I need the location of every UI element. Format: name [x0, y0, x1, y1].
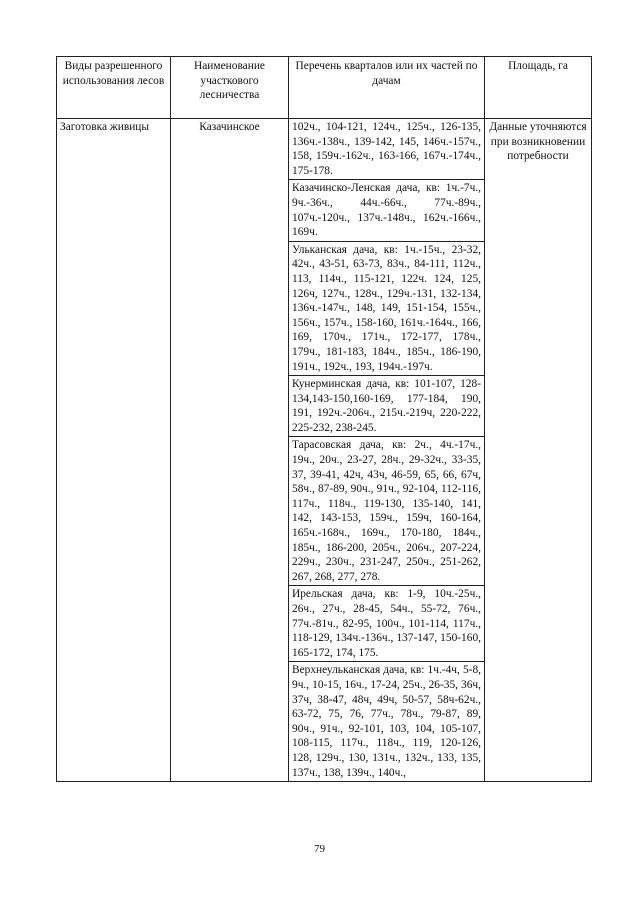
cell-quarters-5: Тарасовская дача, кв: 2ч., 4ч.-17ч., 19ч., 20ч., 23-27, 28ч., 29-32ч., 33-35, 37, 39-41, 42ч, 43ч, 46-59, 65, 66, 67ч, 58ч., 87-89, 90ч., 91ч., 92-104, 112-116, 117ч., 118ч., 119-130, 135-140, 141, 142, 143-153, 159ч., 159ч, 160-164, 165ч.-168ч., 169ч., 170-180, 184ч., 185ч., 186-200, 205ч., 206ч., 207-224, 229ч., 230ч., 231-247, 250ч., 251-262, 267, 268, 277, 278.	[289, 437, 485, 586]
page-number: 79	[314, 843, 325, 855]
cell-quarters-7: Верхнеульканская дача, кв: 1ч.-4ч, 5-8, 9ч., 10-15, 16ч., 17-24, 25ч., 26-35, 36ч, 37ч, 38-47, 48ч, 49ч, 50-57, 58ч-62ч., 63-72, 75, 76, 77ч., 78ч., 79-87, 89, 90ч., 91ч., 92-101, 103, 104, 105-107, 108-115, 117ч., 118ч., 119, 120-126, 128, 129ч., 130, 131ч., 132ч., 133, 135, 137ч., 138, 139ч., 140ч.,	[289, 662, 485, 782]
cell-quarters-4: Кунерминская дача, кв: 101-107, 128-134,143-150,160-169, 177-184, 190, 191, 192ч.-206ч., 215ч.-219ч, 220-222, 225-232, 238-245.	[289, 376, 485, 437]
header-area: Площадь, га	[485, 57, 592, 119]
cell-quarters-3: Ульканская дача, кв: 1ч.-15ч., 23-32, 42ч., 43-51, 63-73, 83ч., 84-111, 112ч., 113, 114ч., 115-121, 122ч. 124, 125, 126ч, 127ч., 128ч., 129ч.-131, 132-134, 136ч.-147ч., 148, 149, 151-154, 155ч., 156ч., 157ч., 158-160, 161ч.-164ч., 166, 169, 170ч., 171ч., 172-177, 178ч., 179ч., 181-183, 184ч., 185ч., 186-190, 191ч., 192ч., 193, 194ч.-197ч.	[289, 241, 485, 375]
cell-quarters-6: Ирельская дача, кв: 1-9, 10ч.-25ч., 26ч., 27ч., 28-45, 54ч., 55-72, 76ч., 77ч.-81ч., 82-95, 100ч., 101-114, 117ч., 118-129, 134ч.-136ч., 137-147, 150-160, 165-172, 174, 175.	[289, 586, 485, 662]
cell-quarters-1: 102ч., 104-121, 124ч., 125ч., 126-135, 136ч.-138ч., 139-142, 145, 146ч.-157ч., 158, 159ч.-162ч., 163-166, 167ч.-174ч., 175-178.	[289, 119, 485, 180]
table-header-row	[57, 57, 592, 119]
table-row	[57, 119, 592, 180]
cell-forestry-name: Казачинское	[171, 119, 289, 782]
header-forestry-name: Наименование участкового лесничества	[171, 57, 289, 119]
forest-use-table	[56, 56, 592, 782]
cell-quarters-2: Казачинско-Ленская дача, кв: 1ч.-7ч., 9ч.-36ч., 44ч.-66ч., 77ч.-89ч., 107ч.-120ч., 137ч.-148ч., 162ч.-166ч., 169ч.	[289, 180, 485, 241]
header-use-type: Виды разрешенного использования лесов	[57, 57, 171, 119]
cell-use-type: Заготовка живицы	[57, 119, 171, 782]
header-quarters-list: Перечень кварталов или их частей по дачам	[289, 57, 485, 119]
cell-area: Данные уточняются при возникновении потребности	[485, 119, 592, 782]
